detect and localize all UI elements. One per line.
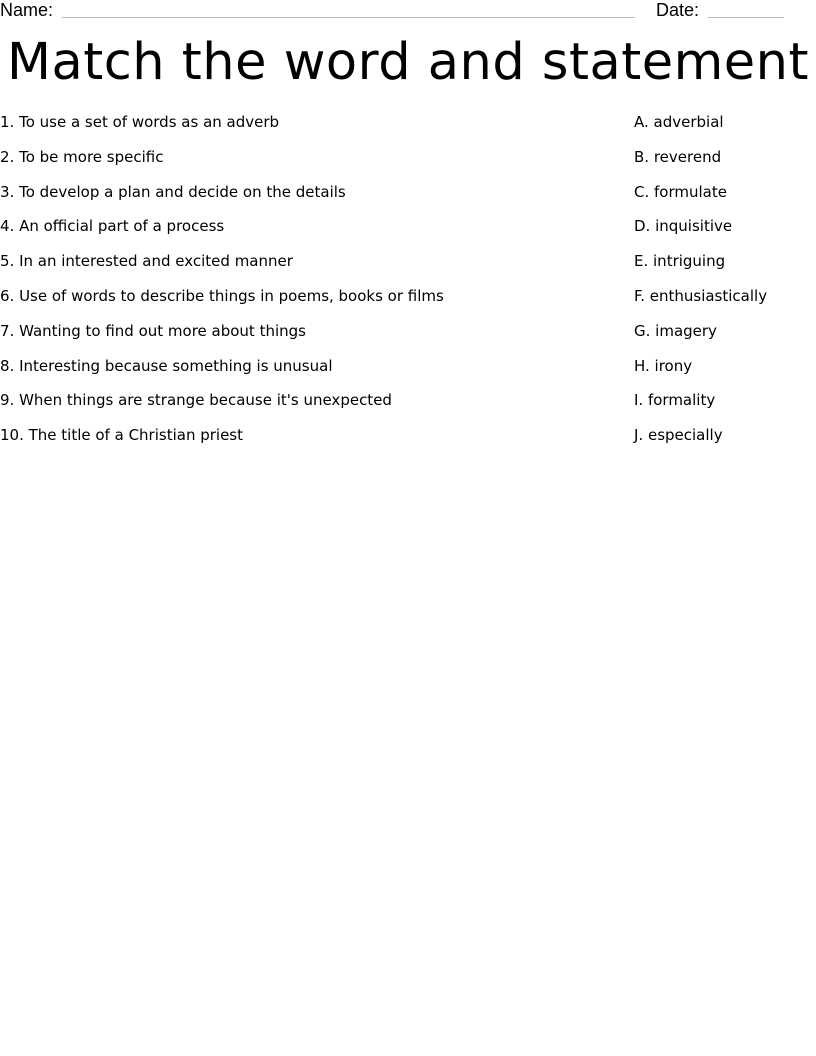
- question-item: 5. In an interested and excited manner: [0, 252, 293, 271]
- name-label: Name:: [0, 0, 54, 20]
- question-item: 8. Interesting because something is unusual: [0, 356, 333, 375]
- question-item: 1. To use a set of words as an adverb: [0, 113, 280, 131]
- answer-item: A. adverbial: [634, 113, 724, 131]
- answer-item: F. enthusiastically: [634, 286, 768, 305]
- header-row: [0, 0, 816, 22]
- answer-item: E. intriguing: [634, 252, 726, 271]
- answer-item: G. imagery: [634, 321, 717, 340]
- date-blank-line[interactable]: [708, 17, 784, 18]
- name-blank-line[interactable]: [62, 17, 635, 18]
- question-item: 3. To develop a plan and decide on the details: [0, 182, 346, 201]
- answer-item: B. reverend: [634, 147, 722, 166]
- answer-item: D. inquisitive: [634, 217, 733, 236]
- answer-list: [634, 111, 814, 459]
- page-title: Match the word and statement: [6, 33, 810, 92]
- question-item: 4. An official part of a process: [0, 217, 225, 236]
- answer-item: J. especially: [634, 426, 723, 445]
- question-item: 6. Use of words to describe things in poems, books or films: [0, 286, 444, 305]
- question-item: 9. When things are strange because it's unexpected: [0, 391, 392, 410]
- question-list: [0, 111, 600, 459]
- answer-item: H. irony: [634, 356, 693, 375]
- question-item: 10. The title of a Christian priest: [0, 426, 243, 445]
- question-item: 7. Wanting to find out more about things: [0, 321, 306, 340]
- answer-item: C. formulate: [634, 182, 727, 201]
- answer-item: I. formality: [634, 391, 716, 410]
- question-item: 2. To be more specific: [0, 147, 164, 166]
- date-label: Date:: [656, 0, 700, 20]
